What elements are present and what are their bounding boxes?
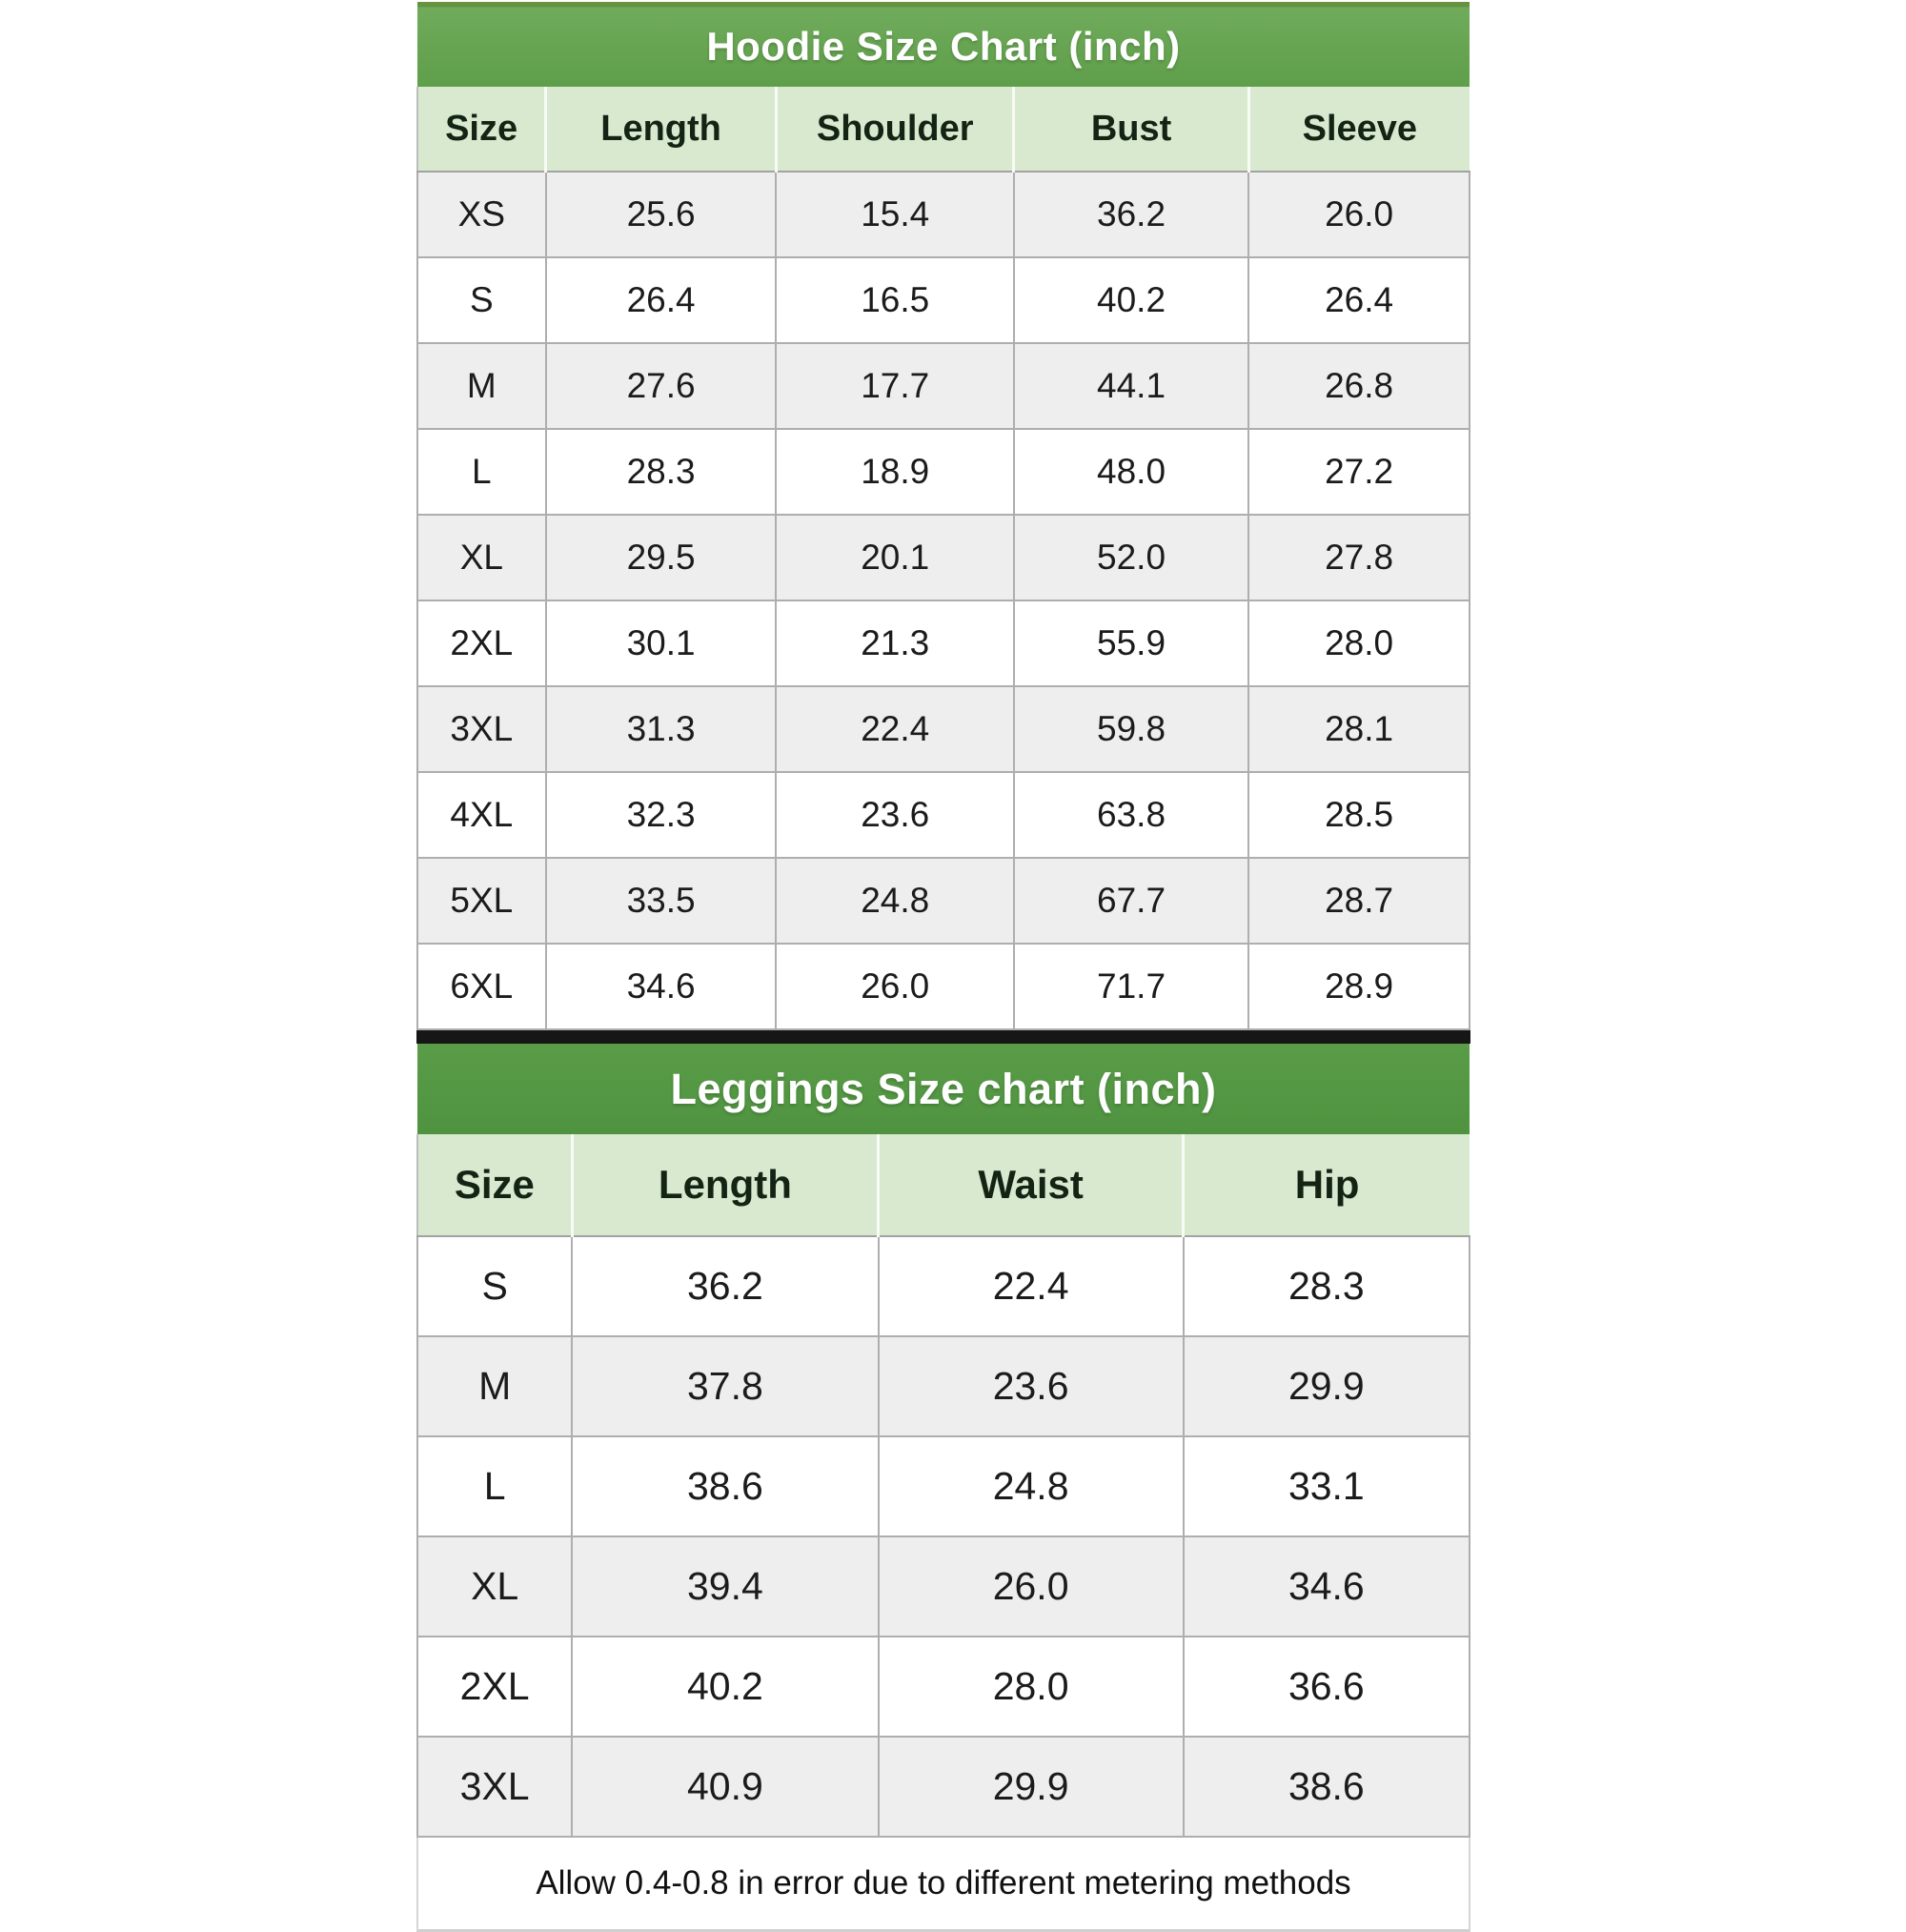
measurement-cell: 31.3 [546,686,777,772]
table-row [417,858,1470,944]
table-row [417,1637,1470,1737]
measurement-cell: 26.0 [776,944,1014,1029]
size-cell: M [417,1336,572,1436]
measurement-cell: 29.5 [546,515,777,600]
table-row [417,686,1470,772]
table-row [417,257,1470,343]
measurement-cell: 30.1 [546,600,777,686]
hoodie-title-row [417,5,1470,88]
measurement-cell: 16.5 [776,257,1014,343]
measurement-cell: 28.5 [1248,772,1470,858]
measurement-cell: 48.0 [1014,429,1248,515]
measurement-cell: 36.6 [1184,1637,1470,1737]
measurement-cell: 34.6 [546,944,777,1029]
leggings-column-header-row [417,1134,1470,1236]
measurement-cell: 29.9 [1184,1336,1470,1436]
measurement-cell: 28.3 [546,429,777,515]
measurement-cell: 33.1 [1184,1436,1470,1536]
measurement-cell: 23.6 [776,772,1014,858]
leggings-size-table [416,1044,1470,1838]
size-cell: S [417,1236,572,1336]
table-row [417,515,1470,600]
measurement-cell: 39.4 [572,1536,878,1637]
hoodie-size-table [416,2,1470,1030]
measurement-cell: 27.8 [1248,515,1470,600]
size-cell: S [417,257,546,343]
measurement-cell: 24.8 [879,1436,1184,1536]
hoodie-table-body [417,172,1470,1029]
measurement-cell: 67.7 [1014,858,1248,944]
size-cell: 2XL [417,1637,572,1737]
measurement-cell: 22.4 [879,1236,1184,1336]
table-row [417,1737,1470,1837]
column-header-waist: Waist [879,1134,1184,1236]
table-row [417,944,1470,1029]
table-row [417,772,1470,858]
column-header-size: Size [417,87,546,172]
leggings-title-row [417,1044,1470,1134]
table-row [417,1236,1470,1336]
measurement-cell: 71.7 [1014,944,1248,1029]
size-cell: 3XL [417,1737,572,1837]
measurement-cell: 27.6 [546,343,777,429]
size-cell: 6XL [417,944,546,1029]
measurement-cell: 18.9 [776,429,1014,515]
measurement-cell: 28.1 [1248,686,1470,772]
size-cell: M [417,343,546,429]
divider-bar [416,1030,1470,1044]
size-cell: L [417,429,546,515]
table-row [417,1336,1470,1436]
column-header-size: Size [417,1134,572,1236]
measurement-cell: 40.2 [572,1637,878,1737]
column-header-sleeve: Sleeve [1248,87,1470,172]
table-row [417,1536,1470,1637]
measurement-cell: 38.6 [572,1436,878,1536]
measurement-error-note: Allow 0.4-0.8 in error due to different metering methods [416,1838,1470,1932]
measurement-cell: 17.7 [776,343,1014,429]
measurement-cell: 28.3 [1184,1236,1470,1336]
table-row [417,172,1470,257]
measurement-cell: 37.8 [572,1336,878,1436]
measurement-cell: 28.9 [1248,944,1470,1029]
measurement-cell: 27.2 [1248,429,1470,515]
size-cell: 2XL [417,600,546,686]
measurement-cell: 24.8 [776,858,1014,944]
size-cell: L [417,1436,572,1536]
column-header-length: Length [546,87,777,172]
measurement-cell: 40.9 [572,1737,878,1837]
table-row [417,429,1470,515]
size-cell: 3XL [417,686,546,772]
measurement-cell: 40.2 [1014,257,1248,343]
measurement-cell: 36.2 [1014,172,1248,257]
measurement-cell: 28.0 [1248,600,1470,686]
size-cell: XL [417,515,546,600]
table-row [417,1436,1470,1536]
hoodie-column-header-row [417,87,1470,172]
measurement-cell: 32.3 [546,772,777,858]
table-row [417,343,1470,429]
table-row [417,600,1470,686]
measurement-cell: 52.0 [1014,515,1248,600]
measurement-cell: 63.8 [1014,772,1248,858]
size-cell: 5XL [417,858,546,944]
measurement-cell: 15.4 [776,172,1014,257]
measurement-cell: 33.5 [546,858,777,944]
measurement-cell: 28.7 [1248,858,1470,944]
measurement-cell: 34.6 [1184,1536,1470,1637]
measurement-cell: 26.0 [879,1536,1184,1637]
size-cell: XS [417,172,546,257]
measurement-cell: 22.4 [776,686,1014,772]
column-header-hip: Hip [1184,1134,1470,1236]
measurement-cell: 25.6 [546,172,777,257]
column-header-shoulder: Shoulder [776,87,1014,172]
measurement-cell: 26.4 [1248,257,1470,343]
size-cell: 4XL [417,772,546,858]
size-chart-sheet [416,2,1470,1932]
measurement-cell: 21.3 [776,600,1014,686]
measurement-cell: 26.4 [546,257,777,343]
column-header-bust: Bust [1014,87,1248,172]
measurement-cell: 36.2 [572,1236,878,1336]
hoodie-table-title: Hoodie Size Chart (inch) [417,5,1470,88]
measurement-cell: 23.6 [879,1336,1184,1436]
measurement-cell: 38.6 [1184,1737,1470,1837]
measurement-cell: 55.9 [1014,600,1248,686]
measurement-cell: 59.8 [1014,686,1248,772]
measurement-cell: 28.0 [879,1637,1184,1737]
measurement-cell: 29.9 [879,1737,1184,1837]
column-header-length: Length [572,1134,878,1236]
leggings-table-body [417,1236,1470,1837]
measurement-cell: 20.1 [776,515,1014,600]
leggings-table-title: Leggings Size chart (inch) [417,1044,1470,1134]
size-cell: XL [417,1536,572,1637]
measurement-cell: 26.8 [1248,343,1470,429]
measurement-cell: 26.0 [1248,172,1470,257]
measurement-cell: 44.1 [1014,343,1248,429]
